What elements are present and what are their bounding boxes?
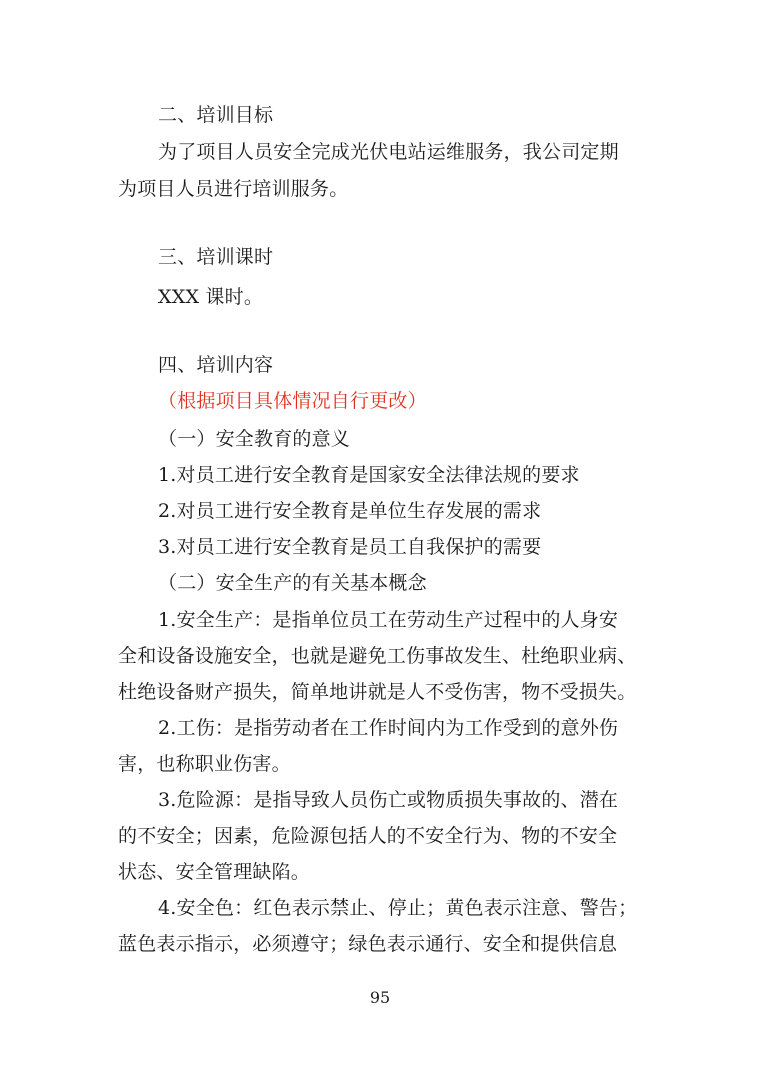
- paragraph-line: 蓝色表示指示，必须遵守；绿色表示通行、安全和提供信息: [118, 933, 618, 955]
- paragraph-line: 全和设备设施安全，也就是避免工伤事故发生、杜绝职业病、: [118, 645, 637, 667]
- paragraph-line: 害，也称职业伤害。: [118, 753, 291, 775]
- list-item: 3.对员工进行安全教育是员工自我保护的需要: [158, 536, 542, 558]
- paragraph-line: 4.安全色：红色表示禁止、停止；黄色表示注意、警告；: [158, 897, 638, 919]
- section-heading-training-goal: 二、培训目标: [158, 104, 274, 126]
- page-number: 95: [369, 988, 391, 1007]
- paragraph-line: 为了项目人员安全完成光伏电站运维服务，我公司定期: [158, 141, 619, 163]
- section-heading-training-hours: 三、培训课时: [158, 246, 274, 268]
- paragraph-line: 的不安全；因素，危险源包括人的不安全行为、物的不安全: [118, 825, 618, 847]
- list-item: 1.对员工进行安全教育是国家安全法律法规的要求: [158, 464, 580, 486]
- subsection-title: （一）安全教育的意义: [158, 428, 351, 450]
- paragraph-line: 为项目人员进行培训服务。: [118, 178, 349, 200]
- paragraph-line: 2.工伤：是指劳动者在工作时间内为工作受到的意外伤: [158, 717, 619, 739]
- paragraph-line: 1.安全生产：是指单位员工在劳动生产过程中的人身安: [158, 609, 619, 631]
- list-item: 2.对员工进行安全教育是单位生存发展的需求: [158, 500, 542, 522]
- editable-note: （根据项目具体情况自行更改）: [158, 390, 427, 412]
- paragraph-line: 3.危险源：是指导致人员伤亡或物质损失事故的、潜在: [158, 789, 619, 811]
- subsection-title: （二）安全生产的有关基本概念: [158, 572, 427, 594]
- section-heading-training-content: 四、培训内容: [158, 354, 274, 376]
- training-hours-text: XXX 课时。: [158, 286, 264, 308]
- paragraph-line: 杜绝设备财产损失，简单地讲就是人不受伤害，物不受损失。: [118, 681, 637, 703]
- paragraph-line: 状态、安全管理缺陷。: [118, 861, 311, 883]
